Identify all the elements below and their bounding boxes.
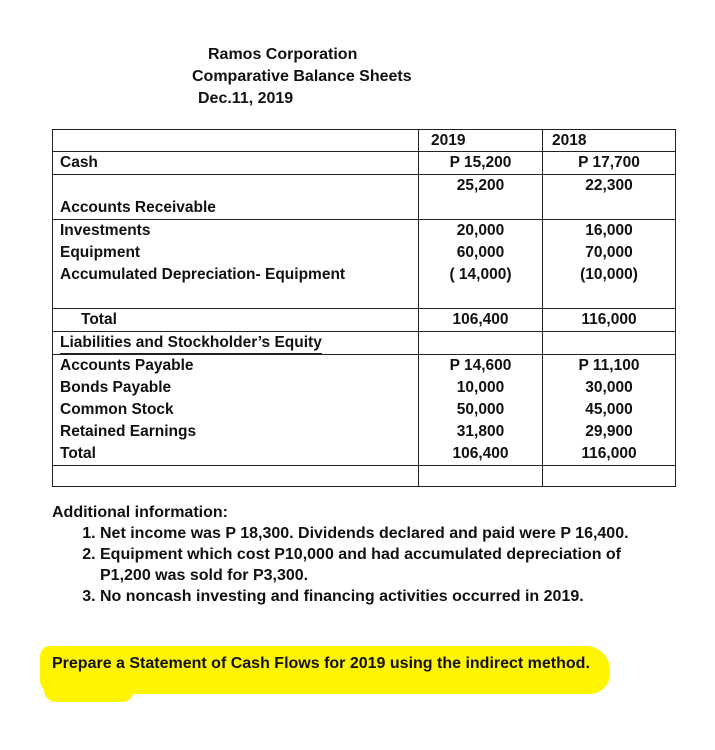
row-label: Investments <box>60 222 151 239</box>
value-2018: 16,000 <box>585 222 633 239</box>
row-label: Retained Earnings <box>60 423 197 440</box>
row-label: Cash <box>60 154 98 171</box>
value-2019: 25,200 <box>456 177 505 194</box>
table-row <box>53 309 676 332</box>
row-label: Total <box>60 445 96 462</box>
additional-info-list <box>52 523 672 607</box>
value-2018: 29,900 <box>585 423 633 440</box>
balance-sheet-table <box>52 129 676 487</box>
row-label: Accumulated Depreciation- Equipment <box>60 266 346 283</box>
value-2019: P 15,200 <box>449 154 512 171</box>
list-item: 3. No noncash investing and financing activities occurred in 2019. <box>100 586 672 607</box>
value-2018: 116,000 <box>581 311 637 328</box>
row-label: Bonds Payable <box>60 379 172 396</box>
list-item: 1. Net income was P 18,300. Dividends declared and paid were P 16,400. <box>100 523 672 544</box>
value-2018: 30,000 <box>585 379 633 396</box>
value-2019: 106,400 <box>452 311 509 328</box>
instruction-text: Prepare a Statement of Cash Flows for 2019 using the indirect method. <box>52 655 590 672</box>
value-2018: (10,000) <box>580 266 638 283</box>
table-header-row <box>53 130 676 152</box>
value-2018: P 11,100 <box>578 357 640 374</box>
table-row <box>53 466 676 487</box>
value-2019: 31,800 <box>456 423 505 440</box>
list-item: 2. Equipment which cost P10,000 and had accumulated depreciation of P1,200 was sold for P3,300. <box>100 544 672 586</box>
value-2019: 10,000 <box>456 379 505 396</box>
value-2018: 22,300 <box>585 177 633 194</box>
row-label: Equipment <box>60 244 141 261</box>
value-2019: ( 14,000) <box>449 266 512 283</box>
value-2019: 20,000 <box>456 222 505 239</box>
row-label: Liabilities and Stockholder’s Equity <box>60 332 322 354</box>
additional-info-heading: Additional information: <box>52 504 228 521</box>
row-label: Accounts Payable <box>60 357 194 374</box>
value-2018: P 17,700 <box>578 154 640 171</box>
highlight-mark <box>44 680 134 702</box>
row-label: Common Stock <box>60 401 174 418</box>
additional-information <box>52 502 672 607</box>
table-row <box>53 152 676 175</box>
value-2018: 45,000 <box>585 401 633 418</box>
value-2019: 106,400 <box>452 445 509 462</box>
company-name: Ramos Corporation <box>208 46 358 63</box>
table-row <box>53 220 676 309</box>
value-2018: 70,000 <box>585 244 633 261</box>
row-label <box>60 175 418 197</box>
row-label: Total <box>81 311 117 328</box>
statement-title: Comparative Balance Sheets <box>192 68 412 85</box>
table-row <box>53 355 676 466</box>
table-row <box>53 332 676 355</box>
column-header-2019: 2019 <box>431 132 466 149</box>
column-header-2018: 2018 <box>552 132 587 149</box>
row-label: Accounts Receivable <box>60 199 216 216</box>
value-2019: P 14,600 <box>449 357 512 374</box>
value-2018: 116,000 <box>581 445 637 462</box>
statement-date: Dec.11, 2019 <box>198 90 294 107</box>
value-2019: 50,000 <box>456 401 505 418</box>
value-2019: 60,000 <box>456 244 505 261</box>
table-row <box>53 175 676 220</box>
